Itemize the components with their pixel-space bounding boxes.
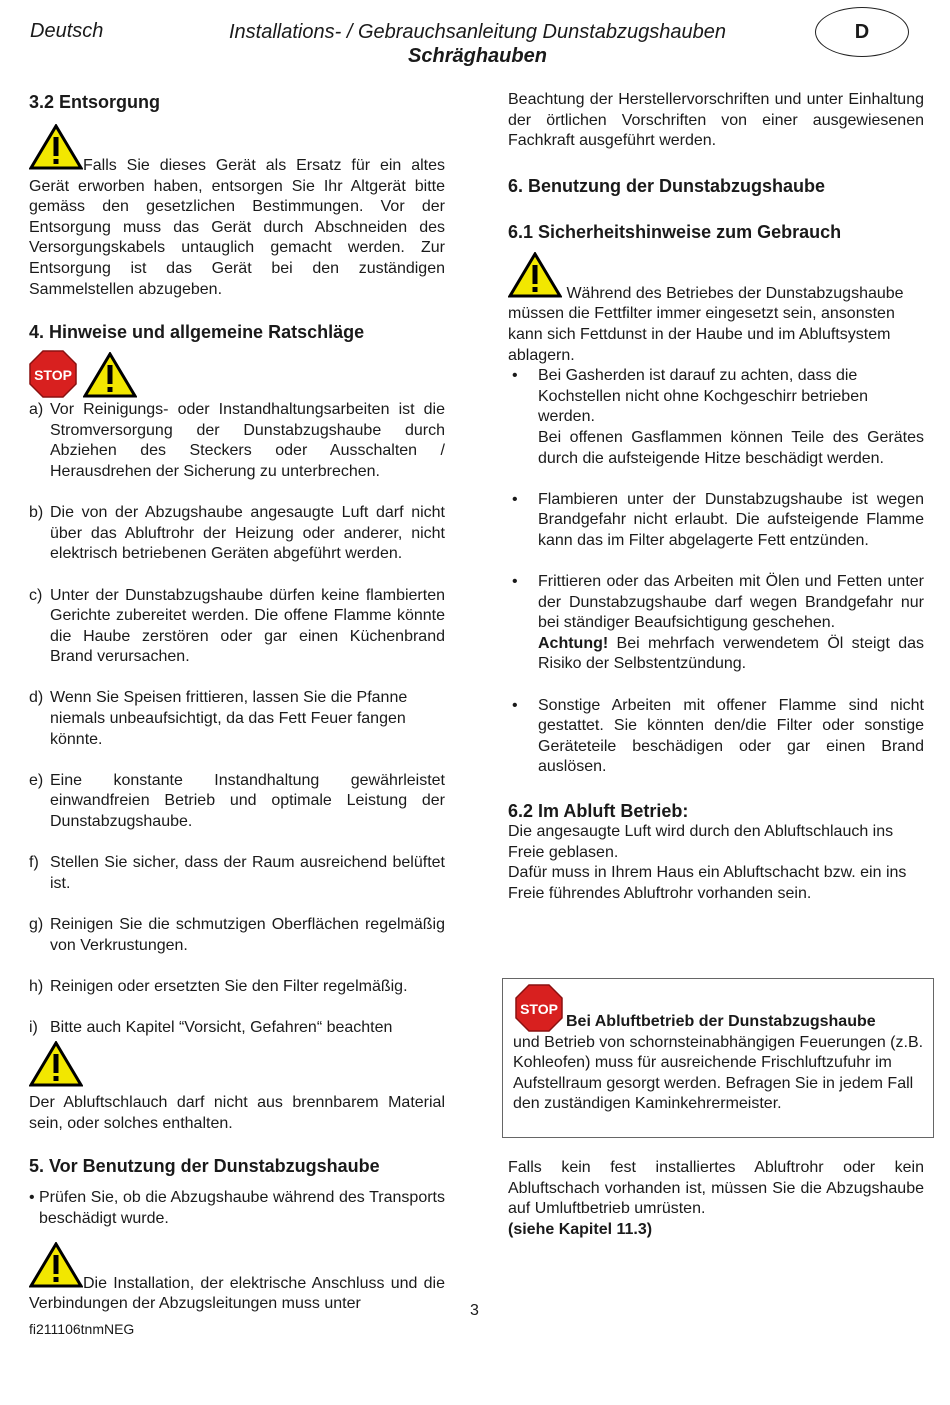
heading-4: 4. Hinweise und allgemeine Ratschläge [29,322,365,343]
header-language: Deutsch [30,20,104,42]
heading-3-2: 3.2 Entsorgung [29,92,161,112]
list-item: • Flambieren unter der Dunstabzugshaube ist wegen Brandgefahr nicht erlaubt. Die aufsteigende Flamme kann das im Filter abgelagerte Fett entzünden. [512,490,924,549]
stop-notice-text: und Betrieb von schornsteinabhängigen Feuerungen (z.B. Kohleofen) muss für ausreichende Frischluftzufuhr im Aufstellraum gesorgt werden. Befragen Sie in jedem Fall den zuständigen Kaminkehrermeister. [513,1033,924,1113]
list-item: • Bei Gasherden ist darauf zu achten, dass die Kochstellen nicht ohne Kochgeschirr betrieben werden. [512,367,868,426]
warning-triangle-icon [29,1242,83,1295]
exhaust-text-1: Die angesaugte Luft wird durch den Abluftschlauch ins Freie geblasen. [508,823,894,861]
svg-text:STOP: STOP [520,1001,558,1017]
list-item: h) Reinigen oder ersetzten Sie den Filter regelmäßig. [29,977,408,995]
document-code: fi211106tnmNEG [29,1321,135,1337]
list-item: c) Unter der Dunstabzugshaube dürfen keine flambierten Gerichte zubereitet werden. Die offene Flamme könnte die Haube zerstören oder gar einen Küchenbrand Brand verursachen. [29,586,445,666]
list-item: • Frittieren oder das Arbeiten mit Ölen und Fetten unter der Dunstabzugshaube darf wegen Brandgefahr nur bei ständiger Beaufsichtigung geschehen. [512,573,924,632]
list-item-note: Bei offenen Gasflammen können Teile des Gerätes durch die aufsteigende Hitze beschädigt werden. [538,428,924,467]
section-4-icons [29,350,445,398]
chapter-reference: (siehe Kapitel 11.3) [508,1220,653,1238]
installation-warning: Die Installation, der elektrische Anschluss und die Verbindungen der Abzugsleitungen muss unter [29,1242,445,1315]
disposal-paragraph [29,124,445,300]
recirculation-text: Falls kein fest installiertes Abluftrohr oder kein Abluftschach vorhanden ist, müssen Sie die Abzugshaube auf Umluftbetrieb umrüsten. [508,1159,924,1218]
list-item: g) Reinigen Sie die schmutzigen Oberflächen regelmäßig von Verkrustungen. [29,916,445,954]
list-item: e) Eine konstante Instandhaltung gewährleistet einwandfreien Betrieb und optimale Leistung der Dunstabzugshaube. [29,771,445,831]
language-badge: D [815,7,909,57]
heading-6-2: 6.2 Im Abluft Betrieb: [508,801,689,822]
stop-sign-text: STOP [34,367,72,384]
heading-6-1: 6.1 Sicherheitshinweise zum Gebrauch [508,221,842,242]
list-item-note: Achtung! Bei mehrfach verwendetem Öl steigt das Risiko der Selbstentzündung. [538,634,924,673]
list-item: • Sonstige Arbeiten mit offener Flamme sind nicht gestattet. Sie könnten den/die Filter oder sonstige Geräteteile beschädigen oder gar einen Brand auslösen. [512,696,924,776]
recirculation-note [508,1158,924,1240]
header-subtitle: Schräghauben [408,45,547,67]
list-item: d) Wenn Sie Speisen frittieren, lassen Sie die Pfanne niemals unbeaufsichtigt, da das Fett Feuer fangen könnte. [29,689,408,748]
grease-filter-paragraph: Während des Betriebes der Dunstabzugshaube müssen die Fettfilter immer eingesetzt sein, ansonsten kann sich Fettdunst in der Haube und im Abluftsystem ablagern. [508,252,924,366]
continuation-text: Beachtung der Herstellervorschriften und unter Einhaltung der örtlichen Vorschriften von einer ausgewiesenen Fachkraft ausgeführt werden. [508,91,924,150]
warning-triangle-icon [83,352,137,398]
stop-notice-title: Bei Abluftbetrieb der Dunstabzugshaube [566,1013,876,1030]
stop-notice-box [502,978,934,1138]
disposal-text: Falls Sie dieses Gerät als Ersatz für ein altes Gerät erworben haben, entsorgen Sie Ihr Altgerät bitte gemäss den gesetzlichen Bestimmungen. Vor der Entsorgung muss das Gerät durch Abschneiden des Versorgungskabels untauglich gemacht werden. Zur Entsorgung ist das Gerät bei den zuständigen Sammelstellen abzugeben. [29,157,445,298]
stop-sign-icon [29,350,77,398]
warning-triangle-icon [508,252,562,305]
heading-5: 5. Vor Benutzung der Dunstabzugshaube [29,1156,380,1177]
heading-6: 6. Benutzung der Dunstabzugshaube [508,175,826,196]
left-column [29,90,445,1315]
warning-triangle-icon [29,1041,83,1087]
list-item: • Prüfen Sie, ob die Abzugshaube während des Transports beschädigt wurde. [29,1189,445,1227]
header-title: Installations- / Gebrauchsanleitung Dunstabzugshauben [229,21,726,43]
list-item: a) Vor Reinigungs- oder Instandhaltungsarbeiten ist die Stromversorgung der Dunstabzugshaube durch Abziehen des Steckers oder Ausschalten / Herausdrehen der Sicherung zu unterbrechen. [29,401,445,480]
list-item: i) Bitte auch Kapitel “Vorsicht, Gefahren“ beachten [29,1018,393,1036]
right-column [508,90,924,904]
warning-triangle-icon [29,124,83,177]
list-item: b) Die von der Abzugshaube angesaugte Luft darf nicht über das Abluftrohr der Heizung oder anderer, nicht elektrisch betriebenen Geräten abgeführt werden. [29,504,445,563]
hose-warning: Der Abluftschlauch darf nicht aus brennbarem Material sein, oder solches enthalten. [29,1094,445,1132]
exhaust-text-2: Dafür muss in Ihrem Haus ein Abluftschacht bzw. ein ins Freie führendes Abluftrohr vorhanden sein. [508,864,907,902]
list-item: f) Stellen Sie sicher, dass der Raum ausreichend belüftet ist. [29,854,445,892]
page-number: 3 [470,1302,479,1319]
